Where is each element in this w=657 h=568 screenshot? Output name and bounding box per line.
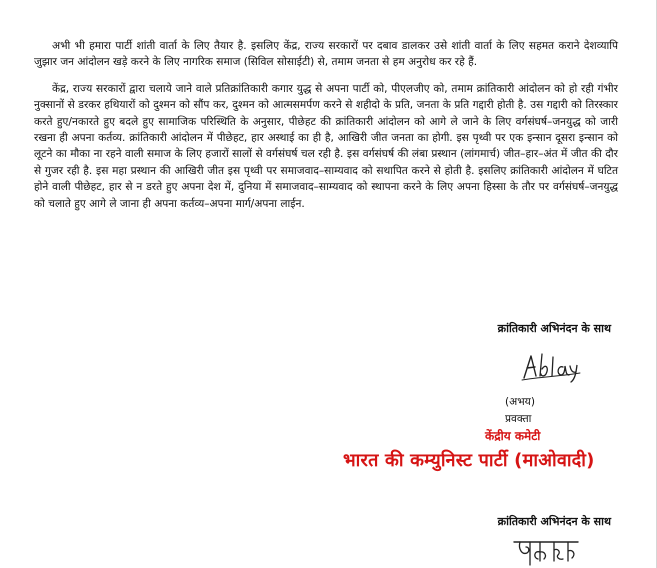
signatory-name: (अभय)	[505, 396, 535, 408]
signatory-role: प्रवक्ता	[505, 412, 532, 425]
paragraph-1: अभी भी हमारा पार्टी शांती वार्ता के लिए तैयार है. इसलिए केंद्र, राज्य सरकारों पर दबाव डालकर उसे शांती वार्ता के लिए सहमत कराने देशव्यापि जुझार जन आंदोलन खड़े करने के लिए नागरिक समाज (सिविल सोसाईटी) से, तमाम जनता से हम अनुरोध कर रहे हैं.	[34, 40, 618, 69]
party-name: भारत की कम्युनिस्ट पार्टी (माओवादी)	[343, 450, 595, 471]
signature-abhay	[518, 349, 584, 385]
paragraph-2: केंद्र, राज्य सरकारों द्वारा चलाये जाने वाले प्रतिक्रांतिकारी कगार युद्ध से अपना पार्टी को, पीएलजीए को, तमाम क्रांतिकारी आंदोलन को हो रही गंभीर नुक्सानों से डरकर हथियारों को दुश्मन को सौंप कर, दुश्मन को आत्मसमर्पण करने से शहीदो के प्रति, जनता के प्रति गद्दारी होती है. उस गद्दारी को तिरस्कार करते हुए/नकारते हुए बदले हुए सामाजिक परिस्थिति के अनुसार, पीछेहट की क्रांतिकारी आंदोलन को आगे ले जाने के लिए वर्गसंघर्ष–जनयुद्ध को जारी रखना ही अपना कर्तव्य. क्रांतिकारी आंदोलन में पीछेहट, हार अस्थाई का ही है, आखिरी जीत जनता का होगी. इस पृथ्वी पर एक इन्सान दूसरा इन्सान को लूटने का मौका ना रहने वाली समाज के लिए हजारों सालों से वर्गसंघर्ष चल रही है. इस वर्गसंघर्ष की लंबा प्रस्थान (लांगमार्च) जीत–हार–अंत में जीत की दौर से गुजर रही है. इस महा प्रस्थान की आखिरी जीत इस पृथ्वी पर समाजवाद–साम्यवाद को सथापित करने से होती है. इसलिए क्रांतिकारी आंदोलन में घटित होने वाली पीछेहट, हार से न डरते हुए अपना देश में, दुनिया में समाजवाद–साम्यवाद को स्थापना करने के लिए अपना हिस्सा के तौर पर वर्गसंघर्ष–जनयुद्ध को चलाते हुए आगे ले जाना ही अपना कर्तव्य–अपना मार्ग/अपना लाईन.	[34, 82, 618, 210]
signatory-block	[505, 394, 535, 427]
closing-salutation-2: क्रांतिकारी अभिनंदन के साथ	[497, 515, 611, 528]
closing-salutation-1: क्रांतिकारी अभिनंदन के साथ	[497, 322, 611, 335]
signature-vikalp	[510, 537, 582, 567]
letter-body	[34, 38, 618, 222]
committee-name: केंद्रीय कमेटी	[485, 429, 541, 443]
